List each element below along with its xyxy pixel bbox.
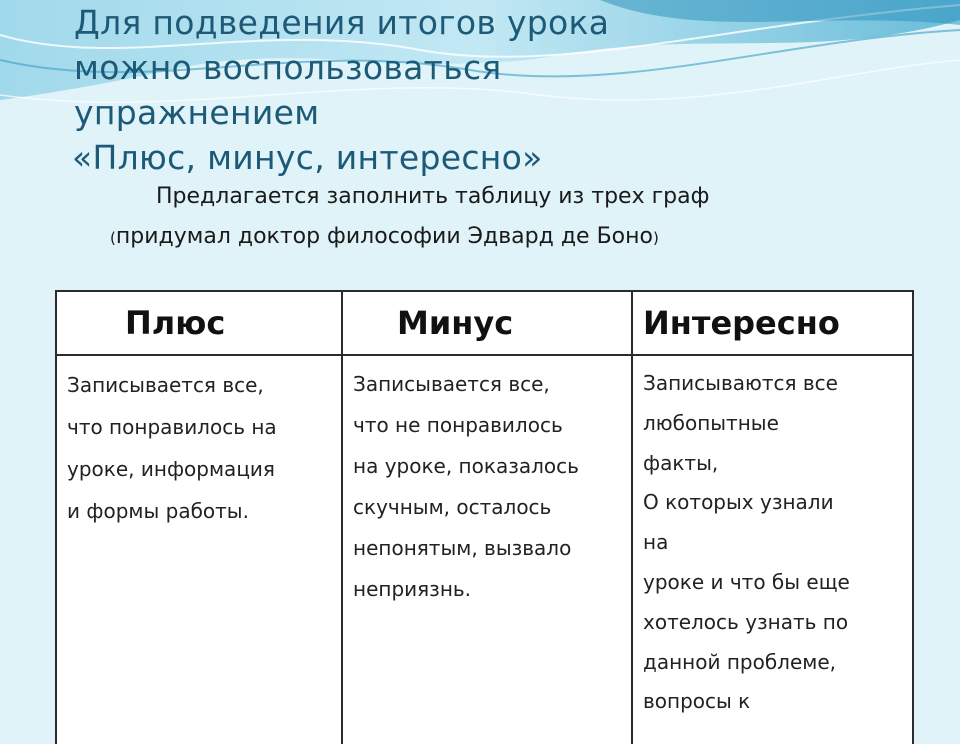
paren-open: ( (110, 229, 116, 247)
cell-line: Записывается все, (353, 372, 550, 396)
header-plus: Плюс (56, 291, 342, 355)
cell-line: О которых узнали (643, 490, 834, 515)
cell-line: на (643, 530, 669, 555)
cell-line: что не понравилось (353, 413, 563, 437)
cell-line: на уроке, показалось (353, 454, 579, 478)
cell-line: Записываются все (643, 371, 838, 395)
cell-plus (56, 355, 342, 744)
table-header-row (56, 291, 913, 355)
cell-line: неприязнь. (353, 577, 472, 601)
title-line: упражнением (74, 93, 320, 132)
cell-minus (342, 355, 632, 744)
cell-interesting (632, 355, 913, 744)
cell-line: вопросы к (643, 689, 751, 714)
cell-line: факты, (643, 450, 719, 475)
attribution-text: придумал доктор философии Эдвард де Боно (115, 224, 653, 249)
cell-line: уроке и что бы еще (643, 569, 850, 594)
cell-line: и формы работы. (67, 499, 249, 523)
cell-line: Записывается все, (67, 373, 264, 397)
attribution (110, 224, 659, 249)
cell-line: скучным, осталось (353, 495, 552, 519)
title-line: можно воспользоваться (74, 48, 502, 87)
cell-line: что понравилось на (67, 415, 277, 439)
cell-line: непонятым, вызвало (353, 536, 572, 560)
header-interesting: Интересно (632, 291, 913, 355)
subtitle: Предлагается заполнить таблицу из трех граф (156, 184, 710, 209)
paren-close: ) (652, 229, 659, 247)
header-minus: Минус (342, 291, 632, 355)
cell-line: любопытные (643, 410, 779, 435)
title-line: «Плюс, минус, интересно» (72, 138, 543, 177)
cell-line: хотелось узнать по (643, 609, 849, 634)
cell-line: данной проблеме, (643, 649, 837, 674)
cell-line: уроке, информация (67, 457, 275, 481)
pmi-table (55, 290, 914, 744)
table-row (56, 355, 913, 744)
slide-title (74, 0, 934, 180)
title-line: Для подведения итогов урока (74, 3, 610, 42)
